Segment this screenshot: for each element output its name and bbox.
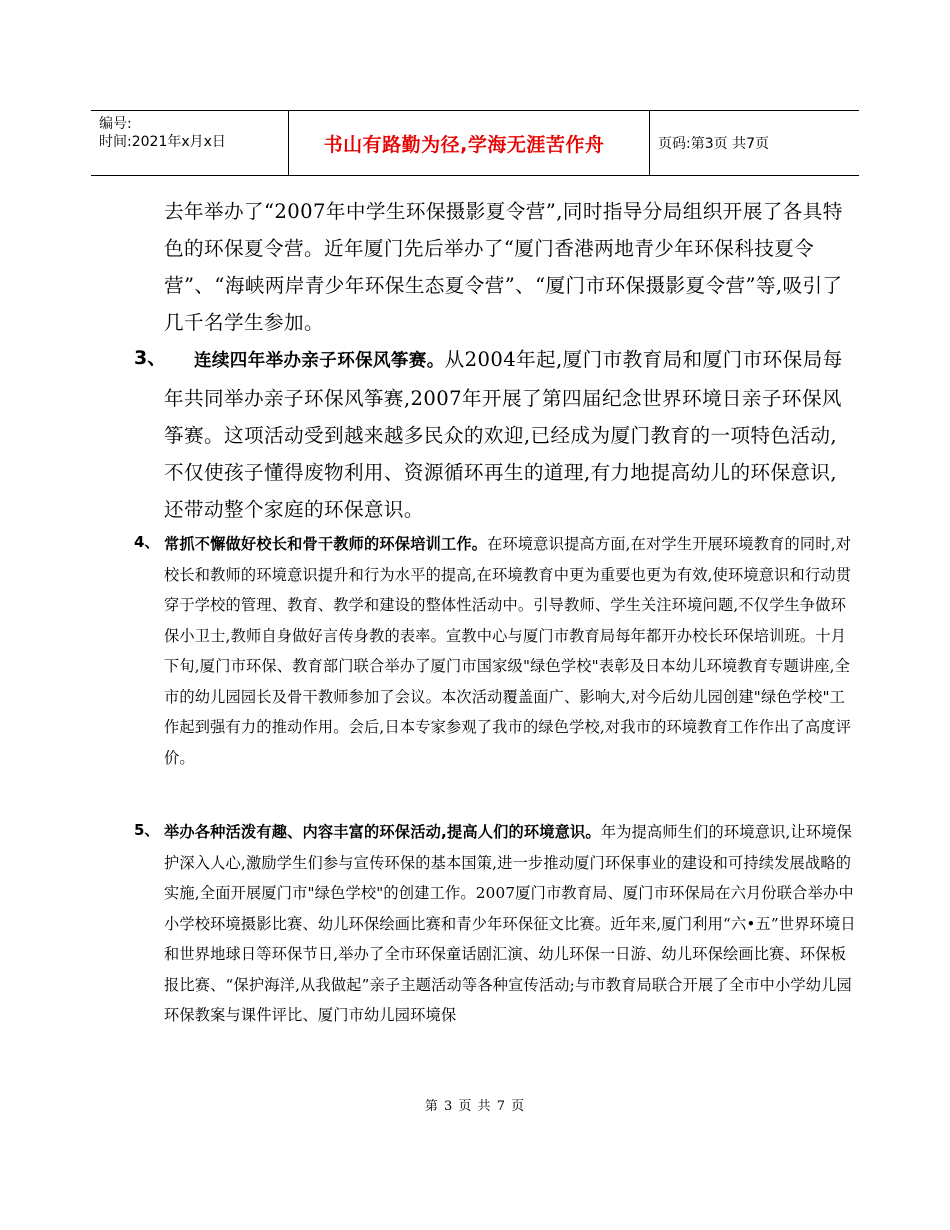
header-motto: 书山有路勤为径,学海无涯苦作舟	[323, 133, 605, 156]
item-5-number: 5、	[134, 821, 160, 839]
header-divider-right	[649, 111, 650, 175]
item-3-heading: 连续四年举办亲子环保风筝赛。	[194, 351, 445, 371]
item-5-paragraph	[164, 817, 856, 1031]
item-4-heading: 常抓不懈做好校长和骨干教师的环保培训工作。	[164, 535, 488, 553]
paragraph-intro: 去年举办了“2007年中学生环保摄影夏令营”,同时指导分局组织开展了各具特色的环保夏令营。近年厦门先后举办了“厦门香港两地青少年环保科技夏令营”、“海峡两岸青少年环保生态夏令营”、“厦门市环保摄影夏令营”等,吸引了几千名学生参加。	[164, 200, 843, 334]
header-meta	[99, 115, 226, 151]
document-date-label: 时间:2021年x月x日	[99, 134, 226, 150]
page-header	[91, 110, 859, 176]
item-3-number: 3、	[134, 347, 167, 369]
document-number-label: 编号:	[99, 116, 132, 132]
header-page-info: 页码:第3页 共7页	[658, 136, 769, 152]
item-4-paragraph	[164, 529, 856, 773]
item-5-text: 年为提高师生们的环境意识,让环境保护深入人心,激励学生们参与宣传环保的基本国策,进一步推动厦门环保事业的建设和可持续发展战略的实施,全面开展厦门市"绿色学校"的创建工作。2007厦门市教育局、厦门市环保局在六月份联合举办中小学校环境摄影比赛、幼儿环保绘画比赛和青少年环保征文比赛。近年来,厦门利用“六•五”世界环境日和世界地球日等环保节日,举办了全市环保童话剧汇演、幼儿环保一日游、幼儿环保绘画比赛、环保板报比赛、“保护海洋,从我做起”亲子主题活动等各种宣传活动;与市教育局联合开展了全市中小学幼儿园环保教案与课件评比、厦门市幼儿园环境保	[164, 823, 856, 1024]
item-4-number: 4、	[134, 533, 160, 551]
item-4-text: 在环境意识提高方面,在对学生开展环境教育的同时,对校长和教师的环境意识提升和行为水平的提高,在环境教育中更为重要也更为有效,使环境意识和行动贯穿于学校的管理、教育、教学和建设的整体性活动中。引导教师、学生关注环境问题,不仅学生争做环保小卫士,教师自身做好言传身教的表率。宣教中心与厦门市教育局每年都开办校长环保培训班。十月下旬,厦门市环保、教育部门联合举办了厦门市国家级"绿色学校"表彰及日本幼儿环境教育专题讲座,全市的幼儿园园长及骨干教师参加了会议。本次活动覆盖面广、影响大,对今后幼儿园创建"绿色学校"工作起到强有力的推动作用。会后,日本专家参观了我市的绿色学校,对我市的环境教育工作作出了高度评价。	[164, 535, 852, 767]
item-3-text: 从2004年起,厦门市教育局和厦门市环保局每年共同举办亲子环保风筝赛,2007年开展了第四届纪念世界环境日亲子环保风筝赛。这项活动受到越来越多民众的欢迎,已经成为厦门教育的一项特色活动,不仅使孩子懂得废物利用、资源循环再生的道理,有力地提高幼儿的环保意识,还带动整个家庭的环保意识。	[164, 348, 843, 521]
item-3-paragraph	[164, 341, 856, 528]
page-footer: 第 3 页 共 7 页	[424, 1099, 526, 1114]
item-5-heading: 举办各种活泼有趣、内容丰富的环保活动,提高人们的环境意识。	[164, 823, 601, 841]
